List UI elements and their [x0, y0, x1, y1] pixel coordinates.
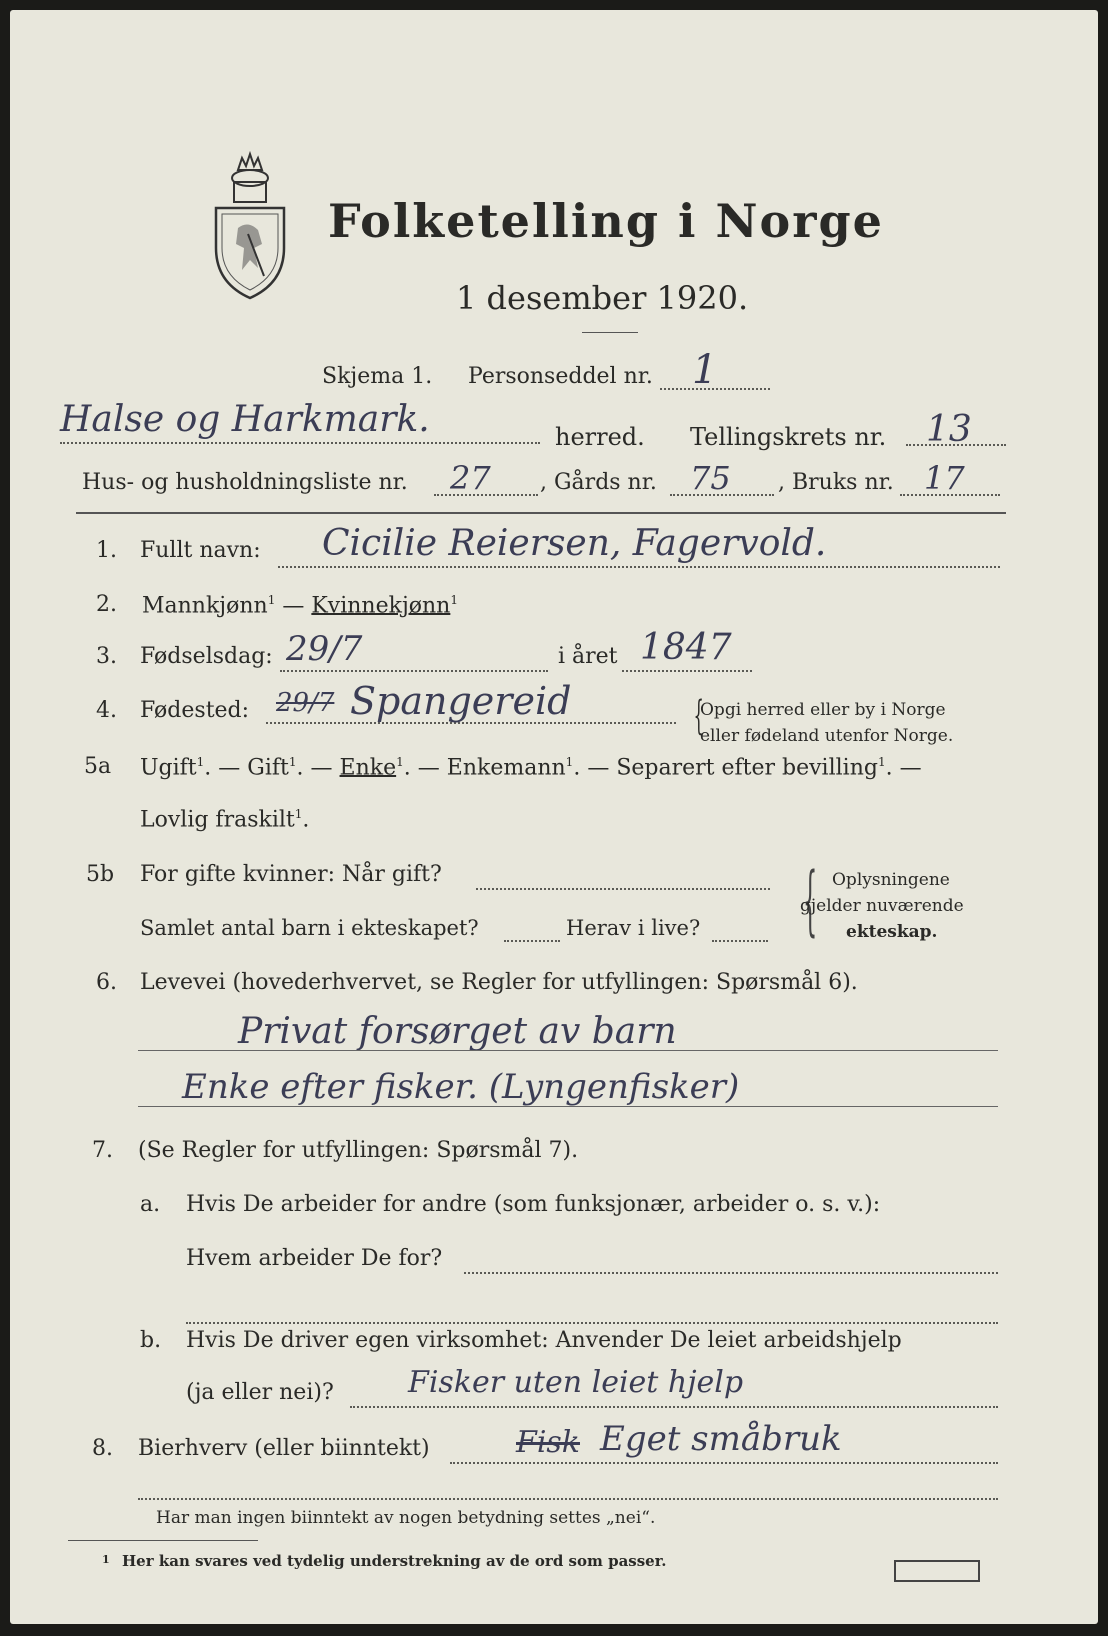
- q8-number: 8.: [92, 1436, 113, 1461]
- year-line: [622, 670, 752, 672]
- q5b-bracket: {: [802, 855, 818, 944]
- full-name-value[interactable]: Cicilie Reiersen, Fagervold.: [322, 523, 827, 564]
- birthplace-struck: 29/7: [276, 688, 335, 718]
- side-income-line: [450, 1462, 998, 1464]
- q7b-text: Hvis De driver egen virksomhet: Anvender De leiet arbeidshjelp: [186, 1328, 902, 1353]
- footnote-text: Her kan svares ved tydelig understrekning av de ord som passer.: [122, 1552, 667, 1570]
- norway-coat-of-arms-icon: [208, 148, 292, 306]
- footnote-mark: 1: [102, 1553, 110, 1566]
- occupation-line-2[interactable]: Enke efter fisker. (Lyngenfisker): [182, 1067, 740, 1107]
- q3-label: Fødselsdag:: [140, 644, 273, 669]
- gards-value[interactable]: 75: [690, 459, 731, 497]
- q7-number: 7.: [92, 1138, 113, 1163]
- krets-label: Tellingskrets nr.: [690, 423, 887, 451]
- footnote-divider: [68, 1540, 258, 1541]
- q3-line: [280, 670, 548, 672]
- q5a-number: 5a: [84, 754, 112, 779]
- q3-number: 3.: [96, 644, 117, 669]
- q8-label: Bierhverv (eller biinntekt): [138, 1436, 430, 1461]
- krets-value[interactable]: 13: [926, 409, 972, 450]
- q6-label: Levevei (hovederhvervet, se Regler for utfyllingen: Spørsmål 6).: [140, 970, 858, 995]
- q7a-letter: a.: [140, 1192, 161, 1217]
- option-separert[interactable]: Separert efter bevilling: [616, 755, 878, 781]
- printer-stamp: [894, 1560, 980, 1582]
- occupation-line-1[interactable]: Privat forsørget av barn: [238, 1011, 677, 1052]
- title-divider: [582, 332, 638, 333]
- year-label: i året: [558, 644, 618, 669]
- q7b-question: (ja eller nei)?: [186, 1380, 334, 1405]
- birthday-value[interactable]: 29/7: [286, 629, 363, 669]
- herred-line: [60, 442, 540, 444]
- q7a-text: Hvis De arbeider for andre (som funksjonær, arbeider o. s. v.):: [186, 1192, 881, 1217]
- q4-note-1: Opgi herred eller by i Norge: [700, 700, 946, 720]
- employer-line: [464, 1272, 998, 1274]
- q2-separator: —: [282, 593, 305, 619]
- q5b-label-2: Samlet antal barn i ekteskapet?: [140, 916, 479, 940]
- header-divider: [76, 512, 1006, 514]
- option-ugift[interactable]: Ugift: [140, 755, 197, 781]
- bruks-value[interactable]: 17: [924, 459, 965, 497]
- side-income-value[interactable]: Eget småbruk: [600, 1419, 842, 1459]
- q1-line: [278, 566, 1000, 568]
- option-enkemann[interactable]: Enkemann: [446, 755, 566, 781]
- birthplace-value[interactable]: Spangereid: [350, 679, 572, 723]
- occupation-rule-2: [138, 1106, 998, 1107]
- q2-number: 2.: [96, 592, 117, 617]
- form-date: 1 desember 1920.: [456, 279, 749, 317]
- bottom-note: Har man ingen biinntekt av nogen betydning settes „nei“.: [156, 1508, 656, 1528]
- q2-male: Mannkjønn$^1$ — Kvinnekjønn$^1$: [142, 593, 458, 619]
- q7b-letter: b.: [140, 1328, 162, 1353]
- alive-line: [712, 940, 768, 942]
- hus-label: Hus- og husholdningsliste nr.: [82, 470, 408, 495]
- q1-number: 1.: [96, 538, 117, 563]
- female-label[interactable]: Kvinnekjønn: [311, 593, 451, 619]
- q5b-note-1: Oplysningene: [832, 870, 950, 890]
- q7a-question: Hvem arbeider De for?: [186, 1246, 443, 1271]
- side-income-struck: Fisk: [516, 1425, 580, 1460]
- personseddel-value[interactable]: 1: [692, 347, 718, 393]
- children-line: [504, 940, 560, 942]
- q5b-note-2: gjelder nuværende: [800, 896, 964, 916]
- herred-value[interactable]: Halse og Harkmark.: [60, 399, 430, 440]
- gards-label: , Gårds nr.: [540, 470, 657, 495]
- q5b-note-3: ekteskap.: [846, 922, 938, 942]
- q6-number: 6.: [96, 970, 117, 995]
- q1-label: Fullt navn:: [140, 538, 261, 563]
- side-income-line-2: [138, 1498, 998, 1500]
- option-enke[interactable]: Enke: [339, 755, 397, 781]
- male-label[interactable]: Mannkjønn: [142, 593, 268, 619]
- option-fraskilt[interactable]: Lovlig fraskilt$^1$.: [140, 807, 310, 833]
- herred-label: herred.: [555, 423, 645, 451]
- birth-year-value[interactable]: 1847: [640, 627, 732, 668]
- occupation-rule-1: [138, 1050, 998, 1051]
- hired-help-line: [350, 1406, 998, 1408]
- schema-label: Skjema 1.: [322, 364, 433, 389]
- hired-help-value[interactable]: Fisker uten leiet hjelp: [408, 1365, 744, 1400]
- personseddel-label: Personseddel nr.: [468, 364, 653, 389]
- q4-label: Fødested:: [140, 698, 250, 723]
- employer-line-2: [186, 1322, 998, 1324]
- civil-status-options: Ugift$^1$. — Gift$^1$. — Enke$^1$. — Enkemann$^1$. — Separert efter bevilling$^1$. —: [140, 755, 922, 781]
- bruks-label: , Bruks nr.: [778, 470, 894, 495]
- q4-number: 4.: [96, 698, 117, 723]
- option-gift[interactable]: Gift: [247, 755, 289, 781]
- q5b-label-1: For gifte kvinner: Når gift?: [140, 862, 442, 887]
- census-form: [10, 10, 1098, 1624]
- q4-bracket: {: [693, 693, 704, 739]
- hus-value[interactable]: 27: [450, 459, 491, 497]
- q7-label: (Se Regler for utfyllingen: Spørsmål 7).: [138, 1138, 579, 1163]
- q4-note-2: eller fødeland utenfor Norge.: [700, 726, 954, 746]
- q5b-number: 5b: [86, 862, 115, 887]
- form-title: Folketelling i Norge: [328, 194, 884, 248]
- q5b-label-3: Herav i live?: [566, 916, 701, 940]
- married-when-line: [476, 888, 770, 890]
